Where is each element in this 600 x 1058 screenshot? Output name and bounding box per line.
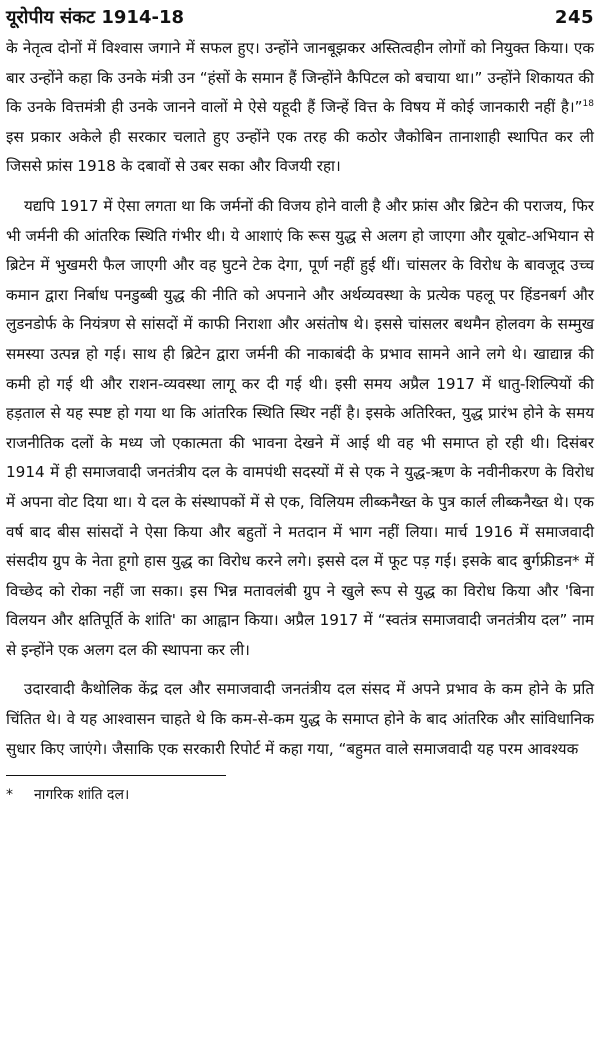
footnote-reference: 18 [582,99,594,110]
page-number: 245 [554,7,594,28]
paragraph-text: इस प्रकार अकेले ही सरकार चलाते हुए उन्होंने एक तरह की कठोर जैकोबिन तानाशाही स्थापित कर ली जिससे फ्रांस 1918 के दबावों से उबर सका और विजयी रहा। [6,127,594,176]
paragraph-text: के नेतृत्व दोनों में विश्वास जगाने में सफल हुए। उन्होंने जानबूझकर अस्तित्वहीन लोगों को नियुक्त किया। एक बार उन्होंने कहा कि उनके मंत्री उन “हंसों के समान हैं जिन्होंने कैपिटल को बचाया था।” उन्होंने शिकायत की कि उनके वित्तमंत्री ही उनके जानने वालों मे ऐसे यहूदी हैं जिन्हें वित्त के विषय में कोई जानकारी नहीं है।” [6,39,594,117]
footnote-text: नागरिक शांति दल। [34,787,130,804]
paragraph-german-internal-situation: यद्यपि 1917 में ऐसा लगता था कि जर्मनों की विजय होने वाली है और फ्रांस और ब्रिटेन की पराजय, फिर भी जर्मनी की आंतरिक स्थिति गंभीर थी। ये आशाएं कि रूस युद्ध से अलग हो जाएगा और यूबोट-अभियान से ब्रिटेन में भुखमरी फैल जाएगी और वह घुटने टेक देगा, पूर्ण नहीं हुई थीं। चांसलर के विरोध के बावजूद उच्च कमान द्वारा निर्बाध पनडुब्बी युद्ध की नीति को अपनाने और अर्थव्यवस्था के प्रत्येक पहलू पर हिंडनबर्ग और लुडनडोर्फ के नियंत्रण से सांसदों में काफी निराशा और असंतोष थे। इससे चांसलर बथमैन होलवग के सम्मुख समस्या उत्पन्न हो गई। साथ ही ब्रिटेन द्वारा जर्मनी की नाकाबंदी के प्रभाव सामने आने लगे थे। खाद्यान्न की कमी हो गई थी और राशन-व्यवस्था लागू कर दी गई थी। इसी समय अप्रैल 1917 में धातु-शिल्पियों की हड़ताल से यह स्पष्ट हो गया था कि आंतरिक स्थिति स्थिर नहीं है। इसके अतिरिक्त, युद्ध प्रारंभ होने के समय राजनीतिक दलों के मध्य जो एकात्मता की भावना देखने में आई थी वह भी समाप्त हो रही थी। दिसंबर 1914 में ही समाजवादी जनतंत्रीय दल के वामपंथी सदस्यों में से एक ने युद्ध-ऋण के नवीनीकरण के विरोध में अपना वोट दिया था। ये दल के संस्थापकों में से एक, विलियम लीब्कनैख्त के पुत्र कार्ल लीब्कनैख्त थे। एक वर्ष बाद बीस सांसदों ने ऐसा किया और बहुतों ने मतदान में भाग नहीं लिया। मार्च 1916 में समाजवादी संसदीय ग्रुप के नेता हूगो हास युद्ध का विरोध करने लगे। इससे दल में फूट पड़ गई। इसके बाद बुर्गफ्रीडन* में विच्छेद को रोका नहीं जा सका। इस भिन्न मतावलंबी ग्रुप ने खुले रूप से युद्ध का विरोध किया और 'बिना विलयन और क्षतिपूर्ति के शांति' का आह्वान किया। अप्रैल 1917 में “स्वतंत्र समाजवादी जनतंत्रीय दल” नाम से इन्होंने एक अलग दल की स्थापना कर ली। [6,196,594,659]
footnote-marker: * [6,787,13,804]
footnote-divider [6,775,226,776]
running-title: यूरोपीय संकट 1914-18 [6,7,185,28]
paragraph-centre-party-concern: उदारवादी कैथोलिक केंद्र दल और समाजवादी जनतंत्रीय दल संसद में अपने प्रभाव के कम होने के प्रति चिंतित थे। वे यह आश्वासन चाहते थे कि कम-से-कम युद्ध के समाप्त होने के बाद आंतरिक और सांविधानिक सुधार किए जाएंगे। जैसाकि एक सरकारी रिपोर्ट में कहा गया, “बहुमत वाले समाजवादी यह परम आवश्यक [6,680,594,758]
body-text [6,34,594,764]
footnote [6,784,594,806]
running-head [6,4,594,32]
paragraph-continuation [6,34,594,182]
